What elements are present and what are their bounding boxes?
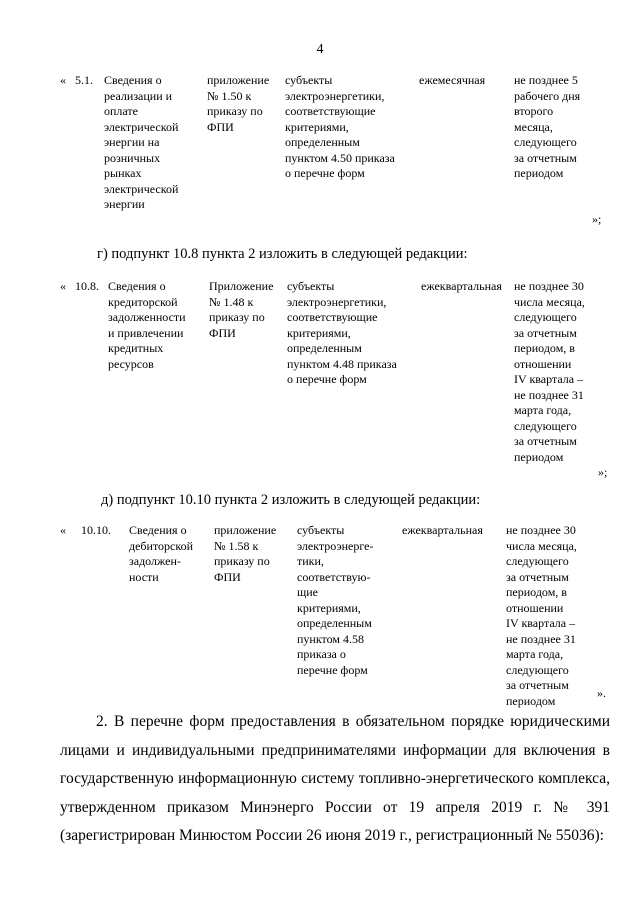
paragraph-2 <box>60 708 610 851</box>
entry-number: 5.1. <box>75 73 93 87</box>
entry-name: Сведения о реализации и оплате электрической энергии на розничных рынках электрической энергии <box>104 73 179 211</box>
entry-subjects: субъекты электроэнергетики, соответствующие критериями, определенным пунктом 4.48 приказа о перечне форм <box>287 279 397 386</box>
close-quote: »; <box>592 212 602 226</box>
open-quote: « <box>60 523 66 537</box>
open-quote: « <box>60 279 66 293</box>
entry-name: Сведения о кредиторской задолженности и привлечении кредитных ресурсов <box>108 279 186 371</box>
entry-number: 10.8. <box>75 279 99 293</box>
paragraph-line: 2. В перечне форм предоставления в обязательном порядке юридическими <box>96 713 610 730</box>
paragraph-line: (зарегистрирован Минюстом России 26 июня 2019 г., регистрационный № 55036): <box>60 827 604 844</box>
entry-name: Сведения о дебиторской задолжен- ности <box>129 523 194 584</box>
entry-frequency: ежеквартальная <box>421 279 502 293</box>
paragraph-line: утвержденном приказом Минэнерго России от 19 апреля 2019 г. № 391 <box>60 798 610 816</box>
paragraph-line: государственную информационную систему топливно-энергетического комплекса, <box>60 770 610 787</box>
entry-annex: приложение № 1.58 к приказу по ФПИ <box>214 523 277 584</box>
paragraph-line: лицами и индивидуальными предпринимателями информации для включения в <box>60 741 610 759</box>
close-quote: »; <box>598 465 608 479</box>
entry-subjects: субъекты электроэнергетики, соответствующие критериями, определенным пунктом 4.50 приказа о перечне форм <box>285 73 395 180</box>
entry-annex: Приложение № 1.48 к приказу по ФПИ <box>209 279 274 340</box>
heading-g: г) подпункт 10.8 пункта 2 изложить в следующей редакции: <box>97 246 468 262</box>
open-quote: « <box>60 73 66 87</box>
entry-number: 10.10. <box>81 523 111 537</box>
heading-d: д) подпункт 10.10 пункта 2 изложить в следующей редакции: <box>101 492 481 508</box>
entry-frequency: ежемесячная <box>419 73 486 87</box>
entry-deadline: не позднее 30 числа месяца, следующего за отчетным периодом, в отношении IV квартала – не позднее 31 марта года, следующего за отчетным периодом <box>506 523 577 708</box>
entry-annex: приложение № 1.50 к приказу по ФПИ <box>207 73 270 134</box>
entry-frequency: ежеквартальная <box>402 523 483 537</box>
entry-deadline: не позднее 5 рабочего дня второго месяца, следующего за отчетным периодом <box>514 73 581 180</box>
entry-deadline: не позднее 30 числа месяца, следующего за отчетным периодом, в отношении IV квартала – не позднее 31 марта года, следующего за отчетным периодом <box>514 279 585 464</box>
page-number: 4 <box>316 42 324 57</box>
entry-subjects: субъекты электроэнерге- тики, соответствую- щие критериями, определенным пунктом 4.58 приказа о перечне форм <box>297 523 374 677</box>
close-quote: ». <box>597 686 606 700</box>
